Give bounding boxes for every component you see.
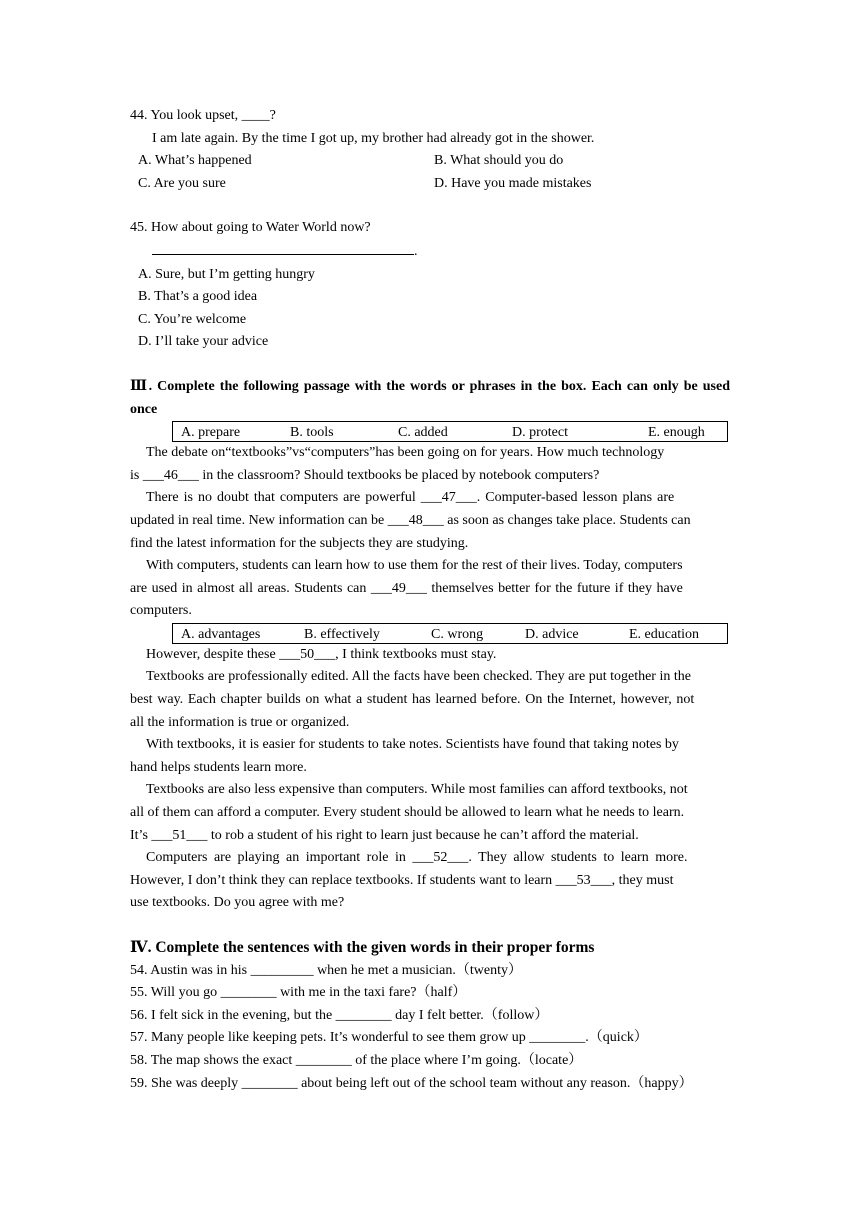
option-44-b: B. What should you do (434, 153, 564, 169)
question-45: 45. How about going to Water World now? (130, 220, 371, 236)
sentence-item: 58. The map shows the exact ________ of the place where I’m going.（locate） (130, 1052, 583, 1068)
question-44-response: I am late again. By the time I got up, my brother had already got in the shower. (152, 130, 595, 146)
option-45-b: B. That’s a good idea (138, 289, 258, 305)
word-box-2 (172, 623, 728, 644)
option-45-a: A. Sure, but I’m getting hungry (138, 266, 315, 282)
passage-line: find the latest information for the subjects they are studying. (130, 535, 469, 551)
word-box-2-item: D. advice (525, 626, 579, 642)
passage-line: Textbooks are also less expensive than computers. While most families can afford textbooks, not (146, 782, 688, 798)
passage-line: With textbooks, it is easier for students to take notes. Scientists have found that taking notes by (146, 737, 679, 753)
spacer (130, 915, 730, 937)
word-box-2-item: A. advantages (181, 626, 261, 642)
section-3-heading: Ⅲ. Complete the following passage with the words or phrases in the box. Each can only be used once (130, 378, 730, 417)
word-box-1-item: A. prepare (181, 425, 241, 441)
question-44: 44. You look upset, ____? (130, 108, 276, 123)
word-box-1-item: B. tools (290, 425, 334, 441)
word-box-2-item: E. education (629, 626, 699, 642)
passage-line: best way. Each chapter builds on what a student has learned before. On the Internet, however, not (130, 692, 695, 708)
passage-line: The debate on“textbooks”vs“computers”has been going on for years. How much technology (146, 445, 665, 461)
word-box-2-item: B. effectively (304, 626, 380, 642)
passage-line: It’s ___51___ to rob a student of his right to learn just because he can’t afford the material. (130, 827, 639, 843)
word-box-1-item: D. protect (512, 425, 568, 441)
passage-line: updated in real time. New information can be ___48___ as soon as changes take place. Students can (130, 512, 691, 528)
spacer (130, 195, 730, 217)
answer-blank (152, 240, 414, 255)
sentence-item: 56. I felt sick in the evening, but the ________ day I felt better.（follow） (130, 1007, 549, 1023)
spacer (130, 354, 730, 376)
section-4-heading: Ⅳ. Complete the sentences with the given words in their proper forms (130, 939, 595, 956)
option-44-a: A. What’s happened (138, 153, 252, 169)
passage-line: hand helps students learn more. (130, 759, 307, 775)
sentence-item: 54. Austin was in his _________ when he met a musician.（twenty） (130, 962, 522, 978)
option-44-d: D. Have you made mistakes (434, 175, 592, 191)
sentence-item: 55. Will you go ________ with me in the taxi fare?（half） (130, 985, 467, 1001)
question-44-options-row-1 (130, 150, 730, 173)
question-45-answer-line (130, 240, 730, 264)
question-44-options-row-2 (130, 173, 730, 196)
sentence-item: 57. Many people like keeping pets. It’s wonderful to see them grow up ________.（quick） (130, 1030, 648, 1046)
option-45-c: C. You’re welcome (138, 311, 247, 327)
passage-line: all of them can afford a computer. Every student should be allowed to learn what he needs to learn. (130, 805, 685, 821)
passage-line: With computers, students can learn how to use them for the rest of their lives. Today, computers (146, 558, 683, 574)
word-box-1-item: E. enough (648, 425, 705, 441)
passage-line: Textbooks are professionally edited. All the facts have been checked. They are put together in the (146, 669, 691, 685)
option-44-c: C. Are you sure (138, 175, 226, 191)
passage-line: There is no doubt that computers are powerful ___47___. Computer-based lesson plans are (146, 490, 675, 506)
passage-line: is ___46___ in the classroom? Should textbooks be placed by notebook computers? (130, 467, 600, 483)
passage-line: use textbooks. Do you agree with me? (130, 895, 345, 911)
passage-line: are used in almost all areas. Students can ___49___ themselves better for the future if they have (130, 580, 683, 596)
word-box-2-item: C. wrong (431, 626, 484, 642)
passage-line: However, I don’t think they can replace textbooks. If students want to learn ___53___, they must (130, 872, 674, 888)
sentence-item: 59. She was deeply ________ about being left out of the school team without any reason.（happy） (130, 1075, 693, 1091)
passage-line: Computers are playing an important role in ___52___. They allow students to learn more. (146, 850, 688, 866)
word-box-1 (172, 421, 728, 442)
word-box-1-item: C. added (398, 425, 448, 441)
answer-blank-end: . (414, 243, 418, 259)
passage-line: computers. (130, 603, 192, 619)
passage-line: However, despite these ___50___, I think textbooks must stay. (146, 646, 497, 662)
option-45-d: D. I’ll take your advice (138, 334, 269, 350)
passage-line: all the information is true or organized. (130, 714, 350, 730)
worksheet-page (130, 105, 730, 1095)
